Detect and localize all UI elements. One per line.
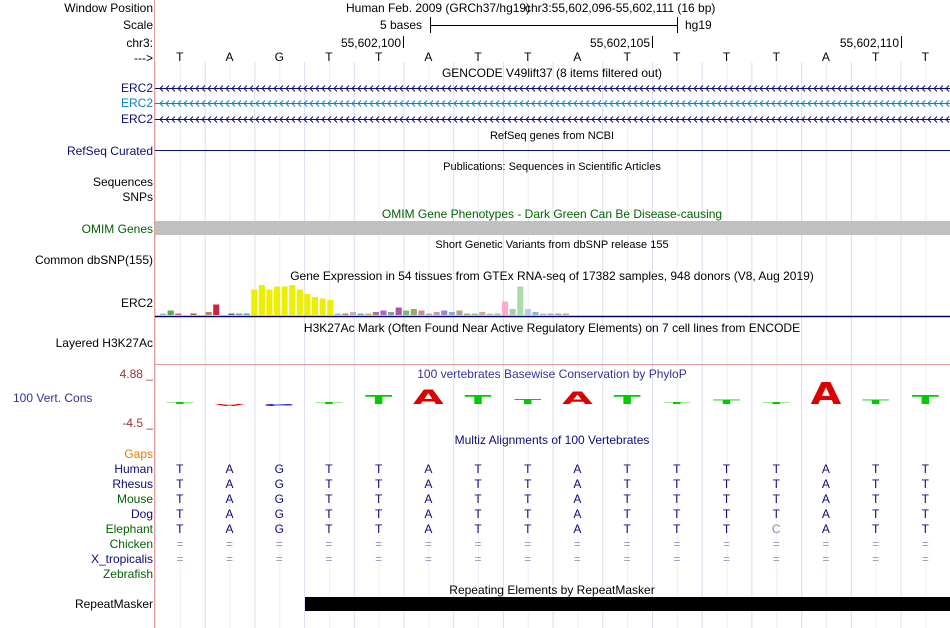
multiz-base: T	[722, 477, 731, 491]
multiz-base: A	[573, 492, 582, 506]
multiz-base: T	[871, 522, 880, 536]
gencode-label[interactable]: ERC2	[120, 112, 153, 126]
gtex-bar[interactable]	[206, 312, 212, 315]
multiz-base: =	[176, 552, 184, 566]
multiz-base: T	[722, 492, 731, 506]
multiz-base: =	[921, 537, 929, 551]
publications-track-title: Publications: Sequences in Scientific Articles	[443, 161, 661, 173]
multiz-base: A	[821, 507, 830, 521]
multiz-base: T	[474, 462, 482, 476]
gencode-transcript[interactable]	[155, 86, 950, 92]
sequence-base: T	[176, 50, 184, 64]
chrom-label: chr3:	[126, 36, 153, 50]
multiz-base: A	[821, 477, 830, 491]
gtex-bar[interactable]	[266, 290, 272, 316]
repeatmasker-feature[interactable]	[305, 597, 950, 611]
multiz-base: T	[176, 462, 184, 476]
gencode-track-title: GENCODE V49lift37 (8 items filtered out)	[441, 66, 663, 80]
gtex-bar[interactable]	[228, 314, 234, 316]
multiz-base: T	[374, 477, 383, 491]
multiz-base: T	[325, 492, 333, 506]
multiz-base: T	[921, 522, 930, 536]
multiz-base: T	[176, 522, 184, 536]
multiz-base: A	[424, 477, 433, 491]
phylop-letter[interactable]: A	[413, 386, 444, 410]
gtex-bar[interactable]	[327, 300, 333, 315]
multiz-species-label[interactable]: Rhesus	[112, 477, 153, 491]
multiz-base: =	[474, 552, 482, 566]
multiz-base: T	[722, 462, 731, 476]
sequence-base: A	[225, 50, 234, 64]
multiz-base: A	[573, 462, 582, 476]
multiz-base: A	[821, 462, 830, 476]
gtex-bar[interactable]	[168, 311, 174, 316]
gencode-label[interactable]: ERC2	[120, 81, 153, 95]
multiz-base: =	[723, 537, 731, 551]
repeatmasker-label[interactable]: RepeatMasker	[74, 597, 153, 611]
sequence-base: T	[325, 50, 333, 64]
gtex-bar[interactable]	[320, 299, 326, 316]
dbsnp-track-title: Short Genetic Variants from dbSNP release 155	[435, 239, 669, 251]
multiz-base: =	[623, 552, 631, 566]
sequence-base: T	[772, 50, 780, 64]
phylop-letter[interactable]: T	[514, 397, 542, 406]
window-position-label: Window Position	[64, 1, 153, 15]
multiz-base: T	[673, 507, 681, 521]
multiz-species-label[interactable]: X_tropicalis	[90, 552, 153, 566]
gtex-bar[interactable]	[502, 302, 508, 316]
multiz-base: G	[274, 477, 284, 491]
multiz-base: =	[772, 537, 780, 551]
multiz-base: T	[474, 522, 482, 536]
sequence-base: T	[474, 50, 482, 64]
gencode-features[interactable]	[155, 86, 950, 123]
multiz-base: A	[424, 462, 433, 476]
gtex-bar[interactable]	[190, 314, 196, 316]
multiz-base: A	[573, 477, 582, 491]
multiz-base: A	[225, 522, 234, 536]
gtex-bar[interactable]	[304, 294, 310, 315]
multiz-base: T	[623, 477, 631, 491]
multiz-base: T	[374, 522, 383, 536]
multiz-base: T	[325, 462, 333, 476]
gtex-bar[interactable]	[487, 314, 493, 316]
multiz-base: G	[274, 507, 284, 521]
multiz-base: A	[821, 522, 830, 536]
multiz-base: =	[822, 537, 830, 551]
gtex-bar[interactable]	[244, 314, 250, 316]
sequence-base: A	[424, 50, 433, 64]
publications-label-snps[interactable]: SNPs	[122, 190, 153, 204]
multiz-base: =	[375, 537, 383, 551]
gtex-bar[interactable]	[358, 314, 364, 316]
multiz-base: T	[673, 477, 681, 491]
multiz-base: C	[771, 522, 781, 536]
multiz-base: T	[623, 507, 631, 521]
gencode-transcript[interactable]	[155, 101, 950, 107]
multiz-base: T	[871, 492, 880, 506]
multiz-base: A	[573, 507, 582, 521]
dbsnp-label[interactable]: Common dbSNP(155)	[34, 253, 153, 267]
multiz-base: T	[623, 462, 631, 476]
gtex-bar[interactable]	[540, 314, 546, 316]
multiz-base: T	[474, 477, 482, 491]
phylop-letter[interactable]: T	[713, 398, 741, 406]
strand-label: --->	[134, 51, 153, 65]
phylop-letter[interactable]: A	[214, 403, 245, 407]
multiz-base: T	[673, 492, 681, 506]
gtex-bar[interactable]	[350, 312, 356, 315]
multiz-species-label[interactable]: Elephant	[105, 522, 153, 536]
gtex-bar[interactable]	[548, 314, 554, 316]
omim-feature[interactable]	[155, 221, 950, 235]
sequence-base: T	[921, 50, 930, 64]
multiz-base: T	[524, 522, 532, 536]
gtex-bar[interactable]	[532, 312, 538, 315]
multiz-base: =	[375, 552, 383, 566]
multiz-base: G	[274, 462, 284, 476]
phylop-letter[interactable]: T	[315, 401, 343, 405]
phylop-letter[interactable]: T	[464, 392, 492, 407]
multiz-base: T	[772, 477, 780, 491]
gtex-bar[interactable]	[525, 309, 531, 315]
multiz-base: =	[921, 552, 929, 566]
multiz-base: =	[723, 552, 731, 566]
gtex-label[interactable]: ERC2	[120, 296, 153, 310]
phylop-label[interactable]: 100 Vert. Cons	[13, 391, 93, 405]
multiz-base: A	[225, 507, 234, 521]
multiz-base: T	[176, 507, 184, 521]
gtex-bar[interactable]	[494, 314, 500, 316]
coordinate-ticks	[404, 36, 902, 48]
phylop-letter[interactable]: T	[365, 392, 393, 407]
multiz-base: =	[623, 537, 631, 551]
phylop-letter[interactable]: A	[562, 388, 593, 409]
gtex-bar[interactable]	[472, 314, 478, 316]
db-text: hg19	[685, 18, 712, 32]
multiz-base: A	[424, 522, 433, 536]
multiz-base: T	[374, 462, 383, 476]
multiz-base: =	[474, 537, 482, 551]
multiz-species-label[interactable]: Chicken	[109, 537, 153, 551]
multiz-base: =	[822, 552, 830, 566]
multiz-base: T	[325, 522, 333, 536]
multiz-base: T	[772, 492, 780, 506]
position-text: chr3:55,602,096-55,602,111 (16 bp)	[525, 1, 716, 15]
gencode-transcript[interactable]	[155, 117, 950, 123]
refseq-label[interactable]: RefSeq Curated	[66, 144, 153, 158]
multiz-species-label[interactable]: Dog	[130, 507, 153, 521]
multiz-base: T	[474, 492, 482, 506]
sequence-base: G	[274, 50, 284, 64]
multiz-base: A	[573, 522, 582, 536]
sequence-base: T	[374, 50, 383, 64]
gtex-bar-chart[interactable]	[160, 285, 569, 315]
multiz-base: =	[176, 537, 184, 551]
gtex-bar[interactable]	[335, 314, 341, 316]
multiz-base: =	[424, 537, 432, 551]
gtex-bar[interactable]	[396, 308, 402, 316]
gtex-bar[interactable]	[449, 312, 455, 315]
gtex-bar[interactable]	[274, 287, 280, 316]
multiz-base: T	[722, 522, 731, 536]
multiz-base: T	[921, 507, 930, 521]
multiz-base: T	[673, 522, 681, 536]
multiz-base: =	[226, 552, 234, 566]
gtex-bar[interactable]	[563, 314, 569, 316]
gtex-bar[interactable]	[282, 287, 288, 316]
gtex-bar[interactable]	[342, 314, 348, 316]
refseq-track-title: RefSeq genes from NCBI	[489, 130, 615, 142]
omim-label[interactable]: OMIM Genes	[81, 222, 153, 236]
h3k27ac-label[interactable]: Layered H3K27Ac	[55, 336, 153, 350]
gtex-bar[interactable]	[160, 314, 166, 316]
multiz-base: =	[772, 552, 780, 566]
gtex-bar[interactable]	[434, 312, 440, 315]
multiz-base: =	[524, 552, 532, 566]
multiz-base: G	[274, 522, 284, 536]
sequence-base: T	[623, 50, 631, 64]
phylop-letter[interactable]: T	[862, 398, 890, 406]
coord-tick-label: 55,602,100	[340, 36, 401, 50]
multiz-base: T	[921, 462, 930, 476]
sequence-base: A	[821, 50, 830, 64]
scale-label: Scale	[122, 18, 153, 32]
multiz-base: T	[921, 477, 930, 491]
multiz-base: T	[524, 492, 532, 506]
multiz-base: T	[325, 507, 333, 521]
gtex-bar[interactable]	[555, 314, 561, 316]
publications-label-sequences[interactable]: Sequences	[92, 175, 153, 189]
multiz-base: A	[424, 492, 433, 506]
multiz-base: A	[225, 492, 234, 506]
phylop-max-label: 4.88 _	[119, 367, 153, 381]
gtex-bar[interactable]	[297, 290, 303, 316]
multiz-base: T	[524, 477, 532, 491]
gtex-bar[interactable]	[213, 305, 219, 316]
multiz-base: =	[573, 537, 581, 551]
gtex-bar[interactable]	[426, 314, 432, 316]
multiz-base: T	[524, 462, 532, 476]
multiz-base: A	[424, 507, 433, 521]
phylop-letter[interactable]: T	[166, 401, 194, 405]
gtex-bar[interactable]	[403, 311, 409, 316]
multiz-base: T	[623, 492, 631, 506]
gtex-bar[interactable]	[175, 314, 181, 316]
gencode-label[interactable]: ERC2	[120, 96, 153, 110]
phylop-letter[interactable]: T	[911, 392, 939, 407]
h3k27ac-track-title: H3K27Ac Mark (Often Found Near Active Regulatory Elements) on 7 cell lines from ENCODE	[303, 321, 801, 335]
sequence-base: T	[524, 50, 532, 64]
multiz-base: =	[424, 552, 432, 566]
multiz-base: T	[673, 462, 681, 476]
gtex-bar[interactable]	[441, 311, 447, 316]
multiz-base: T	[772, 507, 780, 521]
multiz-base: =	[673, 537, 681, 551]
gtex-bar[interactable]	[365, 314, 371, 316]
multiz-base: =	[325, 552, 333, 566]
gtex-bar[interactable]	[236, 314, 242, 316]
multiz-base: T	[772, 462, 780, 476]
scale-bar	[430, 17, 678, 33]
multiz-species-label[interactable]: Zebrafish	[102, 567, 153, 581]
multiz-base: T	[374, 492, 383, 506]
omim-track-title: OMIM Gene Phenotypes - Dark Green Can Be Disease-causing	[381, 207, 723, 221]
multiz-base: =	[226, 537, 234, 551]
multiz-base: T	[623, 522, 631, 536]
gtex-bar[interactable]	[289, 285, 295, 315]
gtex-bar[interactable]	[517, 287, 523, 316]
multiz-base: =	[573, 552, 581, 566]
multiz-base: =	[673, 552, 681, 566]
coord-tick-label: 55,602,105	[589, 36, 650, 50]
multiz-base: T	[176, 492, 184, 506]
sequence-base: T	[673, 50, 681, 64]
multiz-track-title: Multiz Alignments of 100 Vertebrates	[454, 433, 650, 447]
multiz-base: A	[821, 492, 830, 506]
multiz-base: A	[225, 477, 234, 491]
multiz-base: =	[872, 552, 880, 566]
multiz-base: G	[274, 492, 284, 506]
sequence-base: A	[573, 50, 582, 64]
multiz-base: T	[871, 507, 880, 521]
multiz-base: T	[374, 507, 383, 521]
multiz-base: =	[872, 537, 880, 551]
gtex-bar[interactable]	[388, 312, 394, 315]
multiz-base: A	[225, 462, 234, 476]
multiz-base: T	[722, 507, 731, 521]
phylop-letter[interactable]: T	[663, 401, 691, 405]
multiz-base: =	[275, 537, 283, 551]
gtex-bar[interactable]	[259, 285, 265, 315]
gtex-bar[interactable]	[312, 297, 318, 315]
gtex-bar[interactable]	[411, 309, 417, 315]
multiz-base: T	[176, 477, 184, 491]
gtex-bar[interactable]	[456, 311, 462, 316]
multiz-base: T	[474, 507, 482, 521]
multiz-base: T	[871, 477, 880, 491]
phylop-letter[interactable]: G	[263, 403, 296, 407]
repeatmasker-track-title: Repeating Elements by RepeatMasker	[449, 583, 655, 597]
multiz-base: T	[524, 507, 532, 521]
sequence-base: T	[871, 50, 880, 64]
assembly-text: Human Feb. 2009 (GRCh37/hg19)	[346, 1, 531, 15]
multiz-base: =	[524, 537, 532, 551]
multiz-species-label[interactable]: Human	[114, 462, 153, 476]
gtex-bar[interactable]	[373, 312, 379, 315]
gtex-track-title: Gene Expression in 54 tissues from GTEx RNA-seq of 17382 samples, 948 donors (V8, Aug 2019)	[290, 269, 814, 283]
phylop-letter[interactable]: T	[613, 392, 641, 407]
phylop-letter[interactable]: T	[762, 401, 790, 405]
multiz-base: T	[921, 492, 930, 506]
multiz-base: T	[325, 477, 333, 491]
gtex-bar[interactable]	[464, 314, 470, 316]
gtex-bar[interactable]	[479, 312, 485, 315]
multiz-species-label[interactable]: Mouse	[116, 492, 153, 506]
gtex-bar[interactable]	[251, 290, 257, 316]
multiz-base: =	[325, 537, 333, 551]
multiz-base: T	[871, 462, 880, 476]
sequence-base: T	[722, 50, 731, 64]
multiz-gaps-label[interactable]: Gaps	[124, 447, 153, 461]
phylop-letter[interactable]: A	[810, 376, 842, 412]
gtex-bar[interactable]	[418, 311, 424, 316]
coord-tick-label: 55,602,110	[839, 36, 899, 50]
scale-text: 5 bases	[380, 18, 423, 32]
phylop-track-title: 100 vertebrates Basewise Conservation by PhyloP	[417, 367, 687, 381]
multiz-base: =	[275, 552, 283, 566]
gtex-bar[interactable]	[380, 311, 386, 316]
gtex-bar[interactable]	[510, 309, 516, 315]
phylop-min-label: -4.5 _	[122, 416, 153, 430]
